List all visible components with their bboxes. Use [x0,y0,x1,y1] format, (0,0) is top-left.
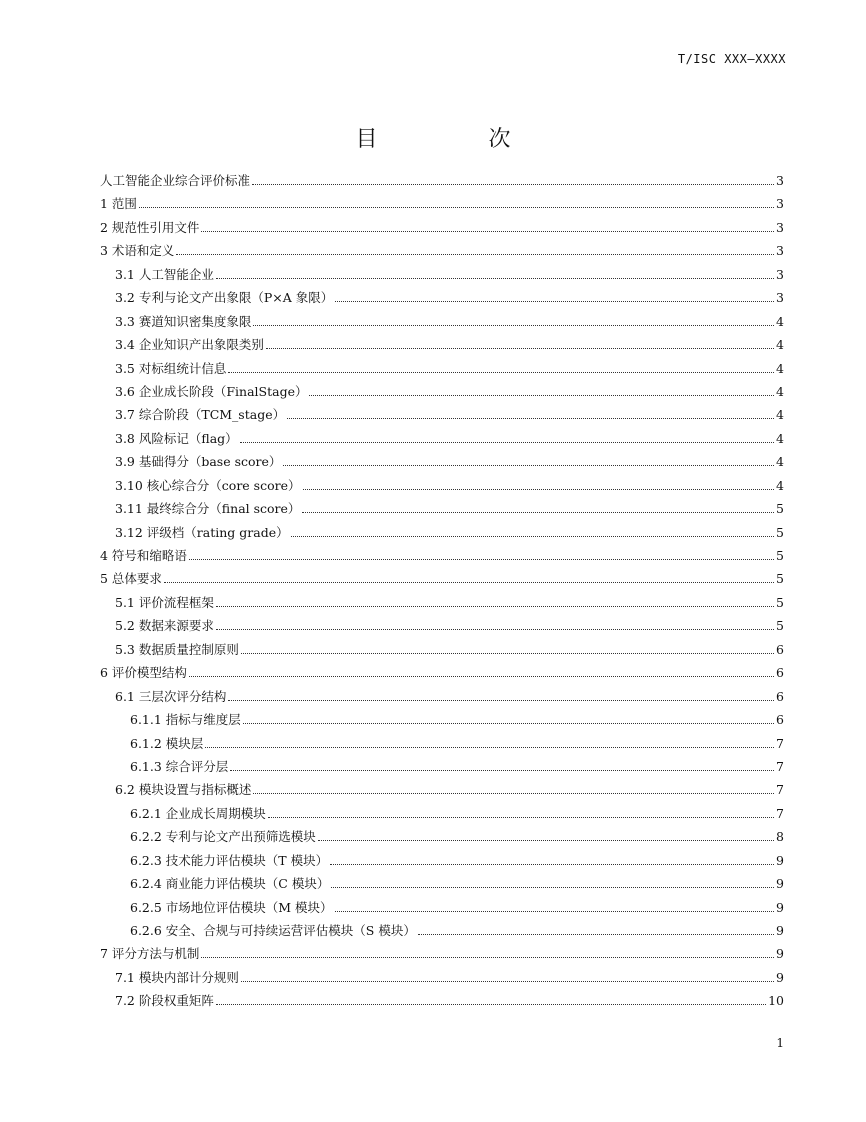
toc-dot-leader [253,325,774,326]
toc-entry-page: 5 [776,618,784,634]
toc-dot-leader [230,770,774,771]
toc-entry[interactable] [100,593,784,616]
toc-entry[interactable] [100,405,784,428]
toc-entry[interactable] [100,991,784,1014]
toc-entry-label: 3.2 专利与论文产出象限（P×A 象限） [115,290,334,306]
toc-entry-label: 3.5 对标组统计信息 [115,360,227,376]
document-code: T/ISC XXX—XXXX [677,52,786,66]
toc-entry-page: 9 [776,946,784,962]
toc-dot-leader [335,301,774,302]
toc-entry[interactable] [100,851,784,874]
toc-entry-page: 6 [776,665,784,681]
toc-entry[interactable] [100,171,784,194]
toc-entry-label: 人工智能企业综合评价标准 [100,173,251,188]
toc-entry-page: 5 [776,548,784,563]
toc-dot-leader [240,442,774,443]
toc-dot-leader [418,934,774,935]
toc-entry[interactable] [100,499,784,522]
toc-entry-page: 3 [776,266,784,282]
toc-entry-label: 6.1.3 综合评分层 [130,758,229,774]
toc-entry-page: 6 [776,712,784,728]
toc-entry[interactable] [100,780,784,803]
toc-entry-label: 5.2 数据来源要求 [115,618,214,634]
toc-entry-label: 3.8 风险标记（flag） [115,430,238,446]
toc-entry[interactable] [100,218,784,241]
toc-entry-label: 5.3 数据质量控制原则 [115,641,239,657]
toc-dot-leader [228,372,774,373]
toc-entry-page: 5 [776,571,784,587]
toc-entry-page: 3 [776,219,784,235]
toc-dot-leader [216,278,774,279]
toc-dot-leader [216,606,774,607]
toc-entry-label: 6.2.3 技术能力评估模块（T 模块） [130,852,329,868]
toc-entry-label: 7.2 阶段权重矩阵 [115,993,214,1009]
toc-entry-page: 4 [776,337,784,353]
toc-entry-label: 1 范围 [100,196,137,212]
toc-dot-leader [291,536,774,537]
toc-dot-leader [216,1004,766,1005]
toc-entry-label: 6.2 模块设置与指标概述 [115,782,252,798]
toc-entry-label: 6.1.2 模块层 [130,735,204,751]
toc-entry-page: 7 [776,782,784,798]
toc-entry-label: 6.2.5 市场地位评估模块（M 模块） [130,899,333,915]
toc-entry[interactable] [100,546,784,569]
toc-entry[interactable] [100,898,784,921]
toc-entry-page: 3 [776,243,784,259]
toc-entry[interactable] [100,663,784,686]
toc-entry-page: 3 [776,290,784,306]
toc-entry[interactable] [100,476,784,499]
toc-entry-label: 6.2.1 企业成长周期模块 [130,805,266,821]
toc-dot-leader [302,512,774,513]
toc-entry-page: 8 [776,829,784,845]
toc-dot-leader [216,629,774,630]
toc-dot-leader [201,231,774,232]
toc-entry-page: 6 [776,641,784,657]
toc-dot-leader [201,957,774,958]
toc-entry-label: 6.1 三层次评分结构 [115,688,227,704]
toc-entry-page: 3 [776,173,784,188]
toc-entry[interactable] [100,452,784,475]
toc-entry[interactable] [100,569,784,592]
toc-entry[interactable] [100,734,784,757]
toc-dot-leader [318,840,774,841]
toc-entry-label: 3.6 企业成长阶段（FinalStage） [115,383,308,399]
toc-dot-leader [243,723,774,724]
toc-entry-page: 6 [776,688,784,704]
toc-entry[interactable] [100,288,784,311]
toc-dot-leader [228,700,774,701]
toc-entry-label: 6.2.6 安全、合规与可持续运营评估模块（S 模块） [130,923,416,938]
toc-entry[interactable] [100,312,784,335]
toc-dot-leader [287,418,774,419]
toc-entry[interactable] [100,944,784,967]
toc-entry[interactable] [100,616,784,639]
toc-entry-page: 4 [776,430,784,446]
toc-entry-label: 3.11 最终综合分（final score） [115,501,301,517]
toc-entry-label: 3.3 赛道知识密集度象限 [115,313,252,329]
toc-entry-label: 3.7 综合阶段（TCM_stage） [115,407,286,423]
toc-dot-leader [331,887,774,888]
table-of-contents [100,171,784,1015]
toc-dot-leader [268,817,774,818]
toc-entry[interactable] [100,757,784,780]
toc-entry-label: 4 符号和缩略语 [100,548,187,563]
toc-entry[interactable] [100,241,784,264]
toc-entry-page: 9 [776,969,784,985]
toc-entry[interactable] [100,968,784,991]
toc-dot-leader [176,254,774,255]
toc-entry-label: 3.1 人工智能企业 [115,266,214,282]
toc-entry-page: 9 [776,852,784,868]
toc-entry-label: 3 术语和定义 [100,243,175,259]
toc-dot-leader [309,395,774,396]
toc-dot-leader [253,793,774,794]
toc-entry[interactable] [100,194,784,217]
toc-dot-leader [189,559,774,560]
toc-entry[interactable] [100,921,784,944]
toc-entry[interactable] [100,827,784,850]
toc-entry-page: 4 [776,383,784,399]
toc-dot-leader [303,489,775,490]
toc-dot-leader [335,911,774,912]
page-number: 1 [776,1036,784,1050]
toc-entry-label: 2 规范性引用文件 [100,219,200,235]
toc-dot-leader [252,184,774,185]
toc-dot-leader [139,207,774,208]
toc-entry-label: 6.1.1 指标与维度层 [130,712,241,728]
toc-entry-page: 5 [776,594,784,610]
toc-entry-label: 3.10 核心综合分（core score） [115,477,301,493]
toc-entry-label: 3.9 基础得分（base score） [115,454,282,470]
toc-dot-leader [283,465,774,466]
toc-entry[interactable] [100,335,784,358]
toc-entry-page: 7 [776,758,784,774]
toc-entry[interactable] [100,874,784,897]
toc-entry-page: 9 [776,876,784,892]
toc-entry-label: 6 评价模型结构 [100,665,187,681]
toc-entry-label: 6.2.2 专利与论文产出预筛选模块 [130,829,316,845]
toc-entry-page: 5 [776,501,784,517]
toc-entry-label: 3.4 企业知识产出象限类别 [115,337,264,353]
toc-entry-page: 4 [776,407,784,423]
toc-dot-leader [241,981,774,982]
toc-entry-page: 4 [776,477,784,493]
toc-dot-leader [241,653,774,654]
toc-dot-leader [205,747,774,748]
toc-dot-leader [164,582,774,583]
toc-entry-page: 5 [776,524,784,540]
toc-dot-leader [189,676,774,677]
toc-entry[interactable] [100,687,784,710]
toc-entry-page: 7 [776,735,784,751]
toc-entry[interactable] [100,265,784,288]
toc-dot-leader [330,864,774,865]
toc-entry[interactable] [100,640,784,663]
toc-entry-label: 5 总体要求 [100,571,162,587]
toc-entry[interactable] [100,523,784,546]
toc-title: 目 次 [355,127,563,152]
toc-entry-label: 7.1 模块内部计分规则 [115,969,239,985]
toc-entry-label: 7 评分方法与机制 [100,946,200,962]
toc-entry-page: 9 [776,923,784,938]
toc-entry-label: 5.1 评价流程框架 [115,594,214,610]
toc-entry-label: 3.12 评级档（rating grade） [115,524,289,540]
toc-entry-page: 9 [776,899,784,915]
toc-entry-page: 4 [776,454,784,470]
toc-dot-leader [266,348,774,349]
toc-entry-page: 4 [776,360,784,376]
toc-entry[interactable] [100,804,784,827]
toc-entry[interactable] [100,359,784,382]
toc-entry[interactable] [100,429,784,452]
toc-entry[interactable] [100,382,784,405]
toc-entry-page: 7 [776,805,784,821]
toc-entry-page: 4 [776,313,784,329]
toc-entry-page: 3 [776,196,784,212]
toc-entry[interactable] [100,710,784,733]
toc-entry-label: 6.2.4 商业能力评估模块（C 模块） [130,876,330,892]
toc-entry-page: 10 [768,993,784,1009]
